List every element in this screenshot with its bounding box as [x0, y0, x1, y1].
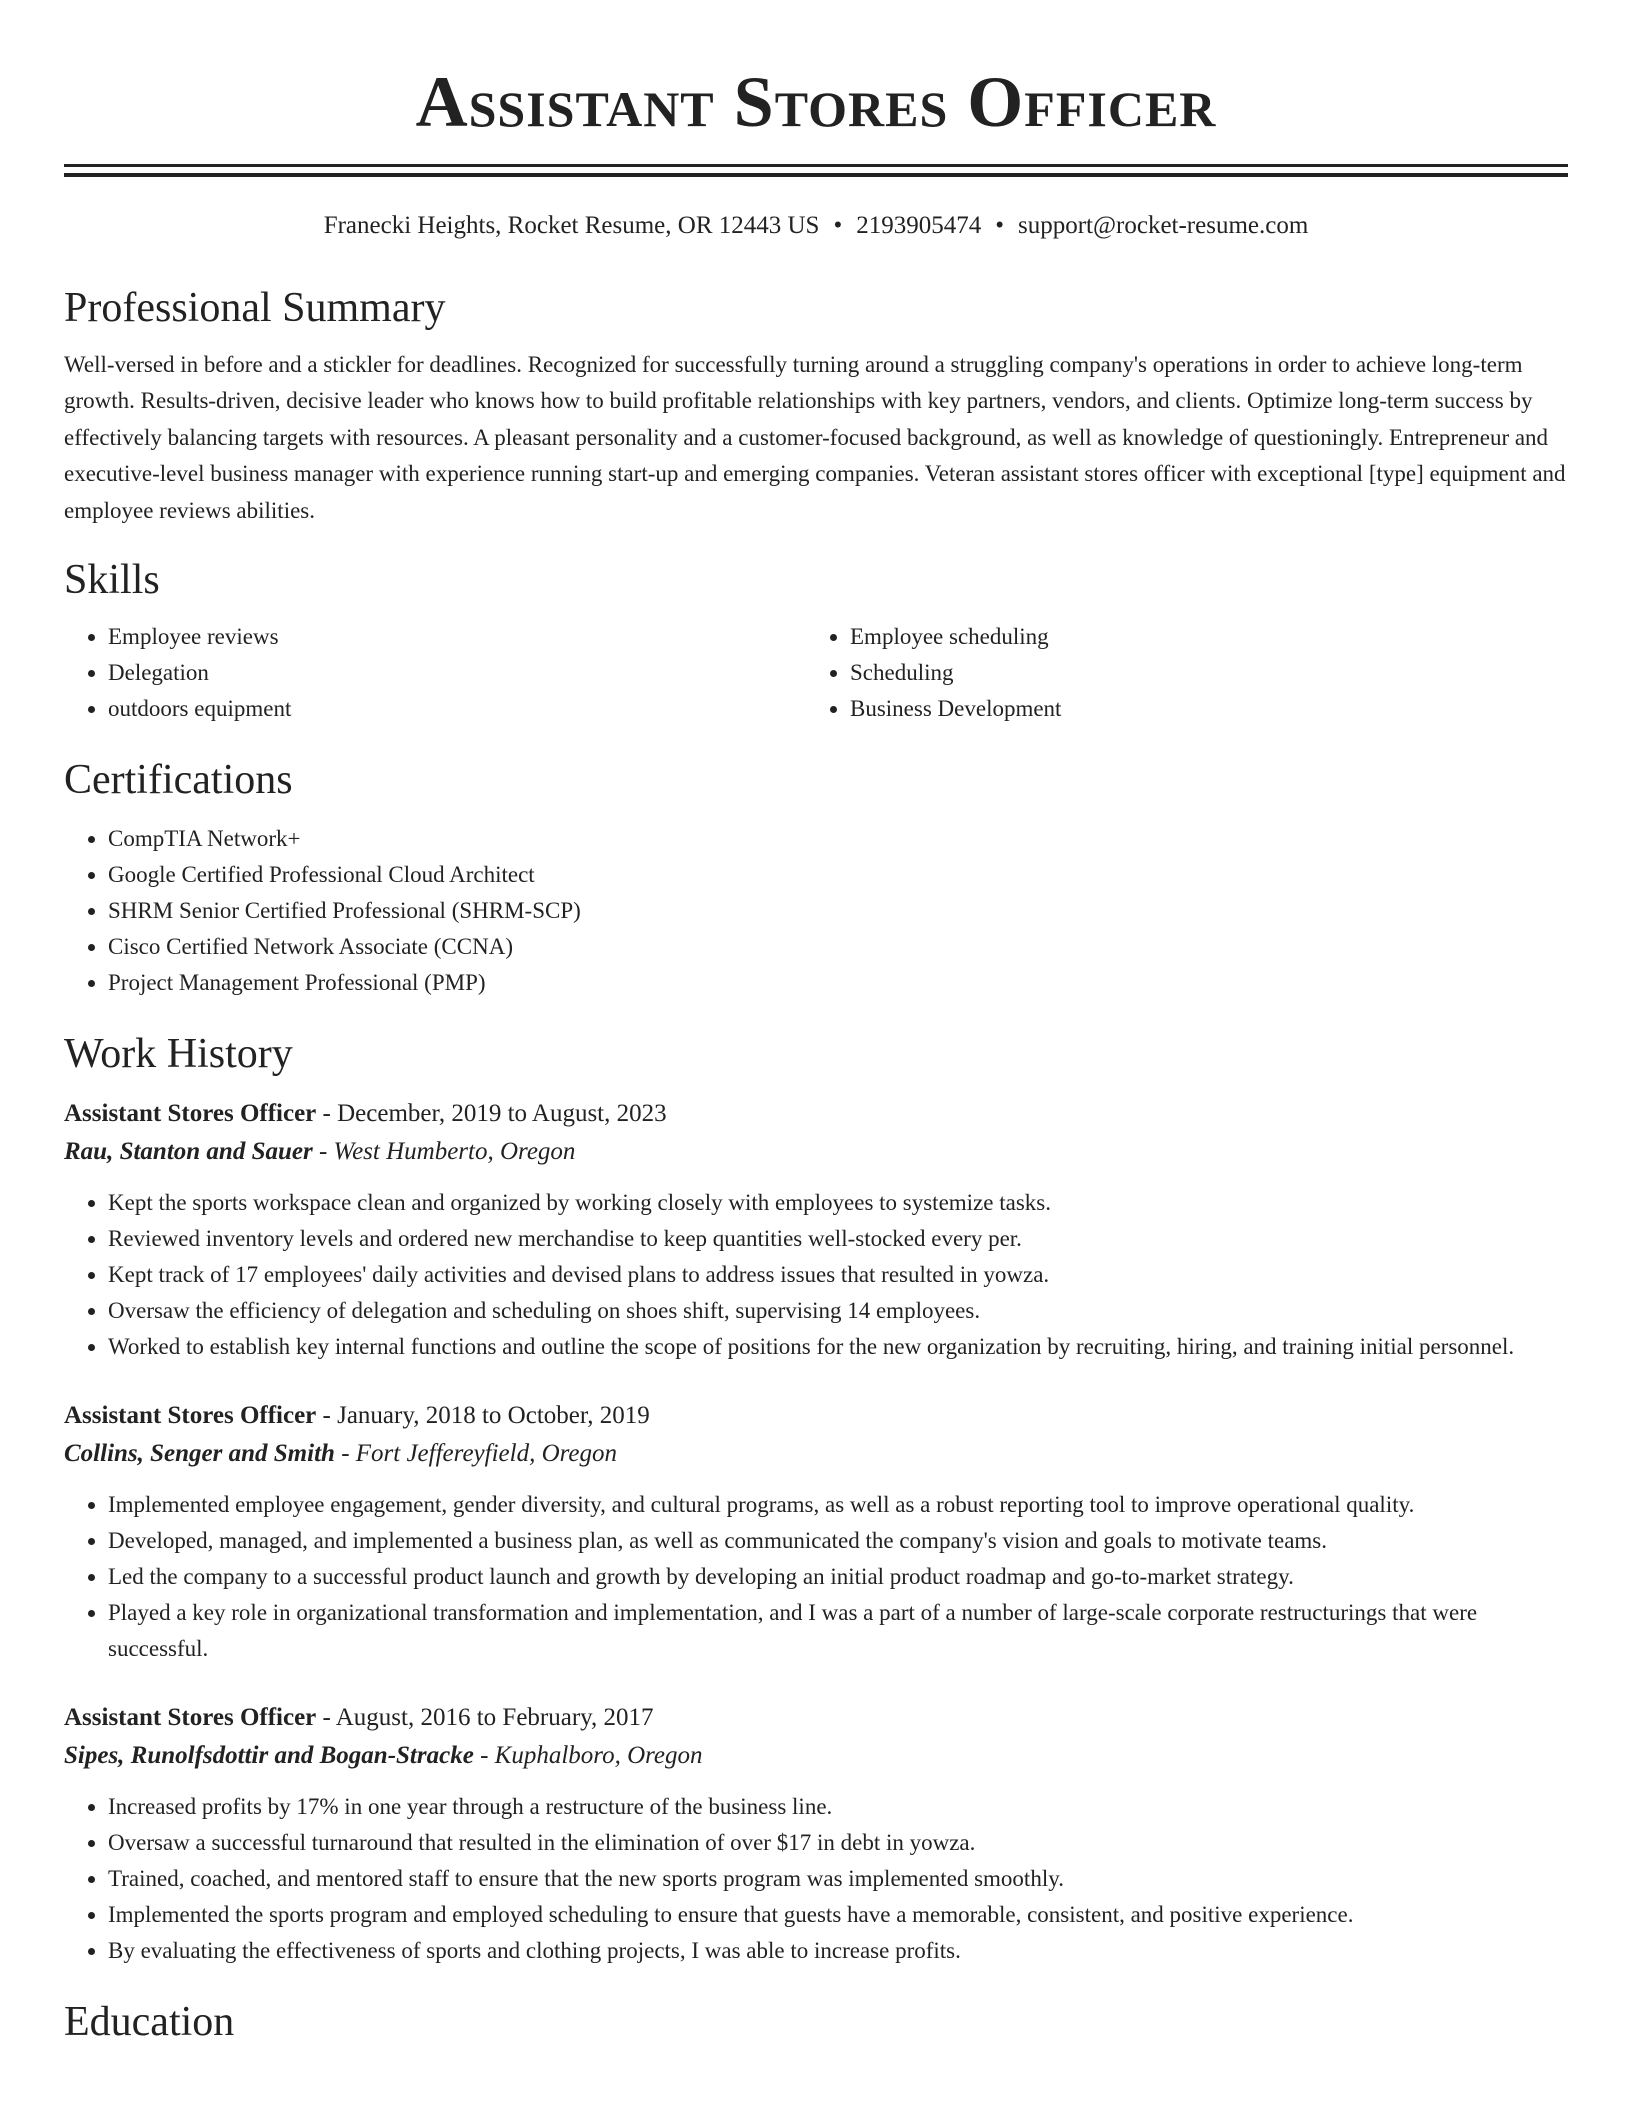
skill-item: • outdoors equipment [108, 691, 806, 727]
certifications-heading: Certifications [64, 757, 293, 804]
work-history-heading: Work History [64, 1031, 293, 1078]
skills-heading: Skills [64, 557, 160, 604]
duty-item: • By evaluating the effectiveness of sports and clothing projects, I was able to increase profits. [108, 1933, 1568, 1969]
skill-item: • Business Development [850, 691, 1548, 727]
job-entry [64, 1397, 1568, 1667]
duty-item: • Led the company to a successful product launch and growth by developing an initial product roadmap and go-to-market strategy. [108, 1559, 1568, 1595]
job-dates: December, 2019 to August, 2023 [337, 1100, 667, 1128]
contact-phone: 2193905474 [856, 212, 982, 239]
job-title: Assistant Stores Officer [64, 1402, 317, 1430]
job-dates: January, 2018 to October, 2019 [337, 1402, 650, 1430]
certification-item: • Project Management Professional (PMP) [108, 965, 1568, 1001]
job-company-line: Rau, Stanton and Sauer - West Humberto, Oregon [64, 1138, 576, 1166]
contact-line [64, 211, 1568, 241]
job-company: Collins, Senger and Smith [64, 1440, 335, 1468]
duty-item: • Kept track of 17 employees' daily activities and devised plans to address issues that resulted in yowza. [108, 1257, 1568, 1293]
job-title: Assistant Stores Officer [64, 1704, 317, 1732]
summary-heading: Professional Summary [64, 285, 446, 331]
duty-item: • Kept the sports workspace clean and organized by working closely with employees to systemize tasks. [108, 1185, 1568, 1221]
skill-item: • Scheduling [850, 655, 1548, 691]
skills-list-left [64, 619, 806, 727]
duty-item: • Played a key role in organizational transformation and implementation, and I was a part of a number of large-scale corporate restructurings that were successful. [108, 1595, 1568, 1667]
contact-separator: • [833, 212, 843, 239]
contact-email: support@rocket-resume.com [1018, 212, 1309, 239]
job-location: West Humberto, Oregon [333, 1138, 576, 1166]
duty-item: • Reviewed inventory levels and ordered new merchandise to keep quantities well-stocked every per. [108, 1221, 1568, 1257]
title-rule-bottom [64, 173, 1568, 177]
job-title-line: Assistant Stores Officer - August, 2016 to February, 2017 [64, 1704, 654, 1732]
summary-text: Well-versed in before and a stickler for deadlines. Recognized for successfully turning around a struggling company's operations in order to achieve long-term growth. Results-driven, decisive leader who knows how to build profitable relationships with key partners, vendors, and clients. Optimize long-term success by effectively balancing targets with resources. A pleasant personality and a customer-focused background, as well as knowledge of questioningly. Entrepreneur and executive-level business manager with experience running start-up and emerging companies. Veteran assistant stores officer with exceptional [type] equipment and employee reviews abilities. [64, 352, 1566, 523]
certification-item: • Google Certified Professional Cloud Architect [108, 857, 1568, 893]
skills-columns [64, 619, 1568, 727]
job-entry [64, 1095, 1568, 1365]
job-company: Rau, Stanton and Sauer [64, 1138, 313, 1166]
job-dates: August, 2016 to February, 2017 [335, 1704, 654, 1732]
title-rule-top [64, 164, 1568, 167]
job-entry [64, 1699, 1568, 1969]
job-company: Sipes, Runolfsdottir and Bogan-Stracke [64, 1742, 474, 1770]
contact-separator: • [995, 212, 1004, 239]
job-duties [64, 1789, 1568, 1969]
page-title: Assistant Stores Officer [415, 62, 1217, 142]
skills-list-right [806, 619, 1548, 727]
duty-item: • Implemented the sports program and employed scheduling to ensure that guests have a memorable, consistent, and positive experience. [108, 1897, 1568, 1933]
job-company-line: Collins, Senger and Smith - Fort Jeffereyfield, Oregon [64, 1440, 618, 1468]
job-title-line: Assistant Stores Officer - January, 2018 to October, 2019 [64, 1402, 650, 1430]
duty-item: • Oversaw a successful turnaround that resulted in the elimination of over $17 in debt in yowza. [108, 1825, 1568, 1861]
job-title: Assistant Stores Officer [64, 1100, 317, 1128]
certification-item: • CompTIA Network+ [108, 821, 1568, 857]
duty-item: • Oversaw the efficiency of delegation and scheduling on shoes shift, supervising 14 employees. [108, 1293, 1568, 1329]
job-duties [64, 1185, 1568, 1365]
job-duties [64, 1487, 1568, 1667]
certification-item: • Cisco Certified Network Associate (CCNA) [108, 929, 1568, 965]
education-heading: Education [64, 1999, 235, 2046]
duty-item: • Developed, managed, and implemented a business plan, as well as communicated the company's vision and goals to motivate teams. [108, 1523, 1568, 1559]
contact-address: Franecki Heights, Rocket Resume, OR 12443 US [323, 212, 820, 239]
skill-item: • Employee reviews [108, 619, 806, 655]
job-location: Kuphalboro, Oregon [494, 1742, 703, 1770]
job-company-line: Sipes, Runolfsdottir and Bogan-Stracke - Kuphalboro, Oregon [64, 1742, 703, 1770]
certifications-list [64, 821, 1568, 1001]
duty-item: • Trained, coached, and mentored staff to ensure that the new sports program was implemented smoothly. [108, 1861, 1568, 1897]
duty-item: • Implemented employee engagement, gender diversity, and cultural programs, as well as a robust reporting tool to improve operational quality. [108, 1487, 1568, 1523]
duty-item: • Increased profits by 17% in one year through a restructure of the business line. [108, 1789, 1568, 1825]
skill-item: • Employee scheduling [850, 619, 1548, 655]
skill-item: • Delegation [108, 655, 806, 691]
duty-item: • Worked to establish key internal functions and outline the scope of positions for the new organization by recruiting, hiring, and training initial personnel. [108, 1329, 1568, 1365]
job-title-line: Assistant Stores Officer - December, 2019 to August, 2023 [64, 1100, 667, 1128]
certification-item: • SHRM Senior Certified Professional (SHRM-SCP) [108, 893, 1568, 929]
job-location: Fort Jeffereyfield, Oregon [355, 1440, 618, 1468]
